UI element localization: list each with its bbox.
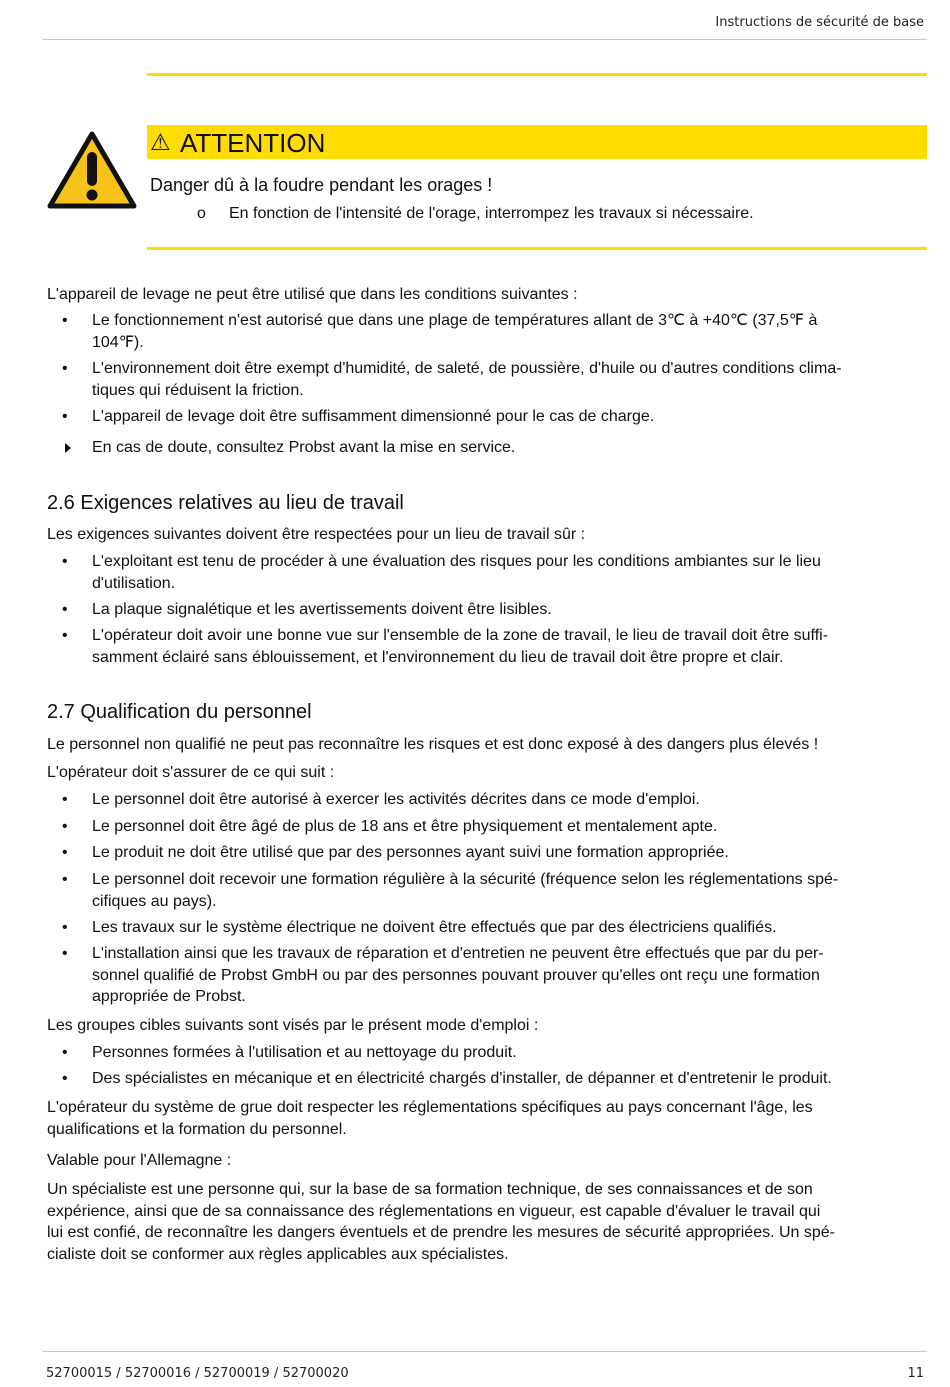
bullet: • <box>62 844 68 861</box>
list-item <box>47 358 927 401</box>
list-item <box>47 869 927 912</box>
warning-triangle-icon <box>47 130 137 210</box>
bullet: • <box>62 871 68 888</box>
section-2-7-p5: Valable pour l'Allemagne : <box>47 1152 232 1169</box>
list-item-text: Le personnel doit recevoir une formation régulière à la sécurité (fréquence selon les réglementations spé- cifiques au pays). <box>92 871 839 910</box>
list-item-text: Le personnel doit être autorisé à exercer les activités décrites dans ce mode d'emploi. <box>92 791 700 808</box>
arrow-right-icon <box>65 443 71 453</box>
list-item <box>47 625 927 668</box>
list-item <box>47 1042 927 1064</box>
list-item <box>47 917 927 939</box>
danger-statement: Danger dû à la foudre pendant les orages ! <box>150 175 493 195</box>
bullet: • <box>62 360 68 377</box>
bullet: • <box>62 553 68 570</box>
list-item <box>47 551 927 594</box>
list-item-text: La plaque signalétique et les avertissements doivent être lisibles. <box>92 601 552 618</box>
bullet: • <box>62 312 68 329</box>
list-item-text: Les travaux sur le système électrique ne doivent être effectués que par des électriciens qualifiés. <box>92 919 777 936</box>
action-text: En cas de doute, consultez Probst avant la mise en service. <box>92 439 516 456</box>
page-header <box>42 0 927 40</box>
list-item-text: L'installation ainsi que les travaux de réparation et d'entretien ne peuvent être effectués que par du per- sonnel qualifié de Probst GmbH ou par des personnes pouvant prouver qu'elles ont reçu une formation appropriée de Probst. <box>92 945 824 1005</box>
bullet: • <box>62 601 68 618</box>
action-item <box>47 437 927 459</box>
bullet: • <box>62 945 68 962</box>
warning-bottom-rule <box>147 247 927 250</box>
page-footer <box>42 1351 927 1387</box>
warning-small-icon: ⚠ <box>150 129 171 155</box>
list-item <box>47 789 927 811</box>
list-item-text: Personnes formées à l'utilisation et au nettoyage du produit. <box>92 1044 517 1061</box>
section-2-6-intro: Les exigences suivantes doivent être respectées pour un lieu de travail sûr : <box>47 526 586 543</box>
section-2-7-p3: Les groupes cibles suivants sont visés par le présent mode d'emploi : <box>47 1017 539 1034</box>
list-item-text: Le personnel doit être âgé de plus de 18 ans et être physiquement et mentalement apte. <box>92 818 718 835</box>
list-item-text: Le fonctionnement n'est autorisé que dans une plage de températures allant de 3℃ à +40℃ (37,5℉ à 104℉). <box>92 312 818 351</box>
list-item <box>47 943 927 1008</box>
bullet: • <box>62 408 68 425</box>
section-2-7-p2: L'opérateur doit s'assurer de ce qui suit : <box>47 764 335 781</box>
list-item <box>47 406 927 428</box>
list-item-text: Le produit ne doit être utilisé que par des personnes ayant suivi une formation appropriée. <box>92 844 729 861</box>
list-item-text: L'exploitant est tenu de procéder à une évaluation des risques pour les conditions ambiantes sur le lieu d'utilisation. <box>92 553 821 592</box>
page-number: 11 <box>907 1366 924 1381</box>
step-text: En fonction de l'intensité de l'orage, interrompez les travaux si nécessaire. <box>229 205 754 222</box>
warning-top-rule <box>147 73 927 76</box>
section-heading-2-7: 2.7 Qualification du personnel <box>47 701 312 723</box>
list-item <box>47 842 927 864</box>
section-2-7-p1: Le personnel non qualifié ne peut pas reconnaître les risques et est donc exposé à des dangers plus élevés ! <box>47 736 819 753</box>
list-item <box>47 816 927 838</box>
section-heading-2-6: 2.6 Exigences relatives au lieu de travail <box>47 492 404 514</box>
bullet: • <box>62 818 68 835</box>
attention-banner <box>147 125 927 159</box>
document-numbers: 52700015 / 52700016 / 52700019 / 52700020 <box>46 1366 349 1381</box>
list-item-text: L'opérateur doit avoir une bonne vue sur l'ensemble de la zone de travail, le lieu de travail doit être suffi- samment éclairé sans éblouissement, et l'environnement du lieu de travail doit être propre et clair. <box>92 627 829 666</box>
list-item-text: L'environnement doit être exempt d'humidité, de saleté, de poussière, d'huile ou d'autres conditions clima- tiques qui réduisent la friction. <box>92 360 842 399</box>
bullet: • <box>62 627 68 644</box>
bullet: • <box>62 1070 68 1087</box>
list-item <box>47 1068 927 1090</box>
section-2-7-p4: L'opérateur du système de grue doit respecter les réglementations spécifiques au pays concernant l'âge, les qualifications et la formation du personnel. <box>47 1099 813 1138</box>
list-item <box>47 599 927 621</box>
header-title: Instructions de sécurité de base <box>715 15 924 30</box>
conditions-intro: L'appareil de levage ne peut être utilisé que dans les conditions suivantes : <box>47 286 578 303</box>
bullet: • <box>62 791 68 808</box>
bullet: • <box>62 1044 68 1061</box>
step-marker: o <box>197 205 206 222</box>
list-item <box>47 310 927 353</box>
bullet: • <box>62 919 68 936</box>
list-item-text: L'appareil de levage doit être suffisamment dimensionné pour le cas de charge. <box>92 408 655 425</box>
section-2-7-p6: Un spécialiste est une personne qui, sur la base de sa formation technique, de ses connaissances et de son expérience, ainsi que de sa connaissance des réglementations en vigueur, est capable d'évaluer le travail qui lui est confié, de reconnaître les dangers éventuels et de prendre les mesures de sécurité appropriées. Un spé- cialiste doit se conformer aux règles applicables aux spécialistes. <box>47 1181 835 1263</box>
list-item-text: Des spécialistes en mécanique et en électricité chargés d'installer, de dépanner et d'entretenir le produit. <box>92 1070 832 1087</box>
attention-label: ATTENTION <box>180 128 326 158</box>
